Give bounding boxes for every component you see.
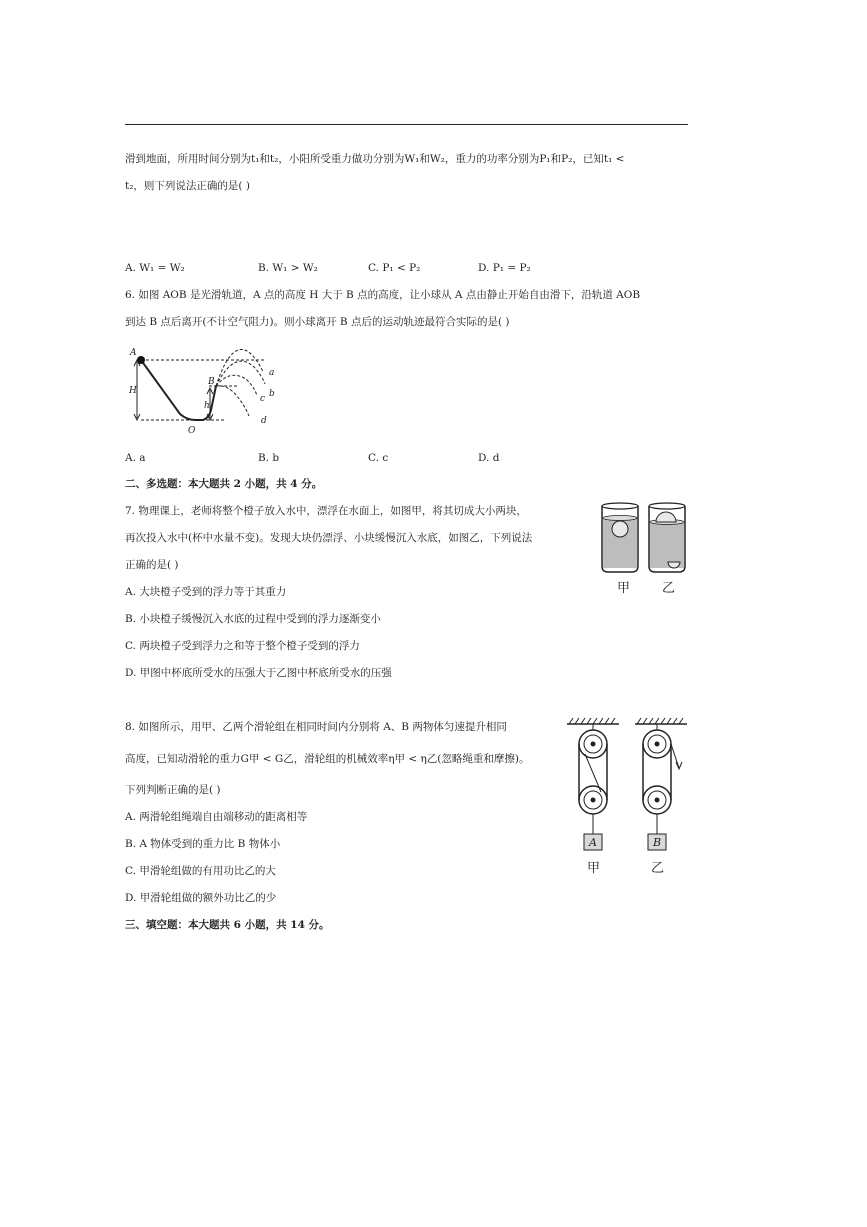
q8-caption-yi: 乙 [651,861,665,876]
q8-option-a: A. 两滑轮组绳端自由端移动的距离相等 [125,811,308,823]
q8-option-c: C. 甲滑轮组做的有用功比乙的大 [125,865,276,877]
q6-option-a: A. a [125,452,146,464]
q7-option-d: D. 甲图中杯底所受水的压强大于乙图中杯底所受水的压强 [125,667,392,679]
label-H: H [129,386,137,396]
q6-line1: 6. 如图 AOB 是光滑轨道，A 点的高度 H 大于 B 点的高度，让小球从 A 点由静止开始自由滑下，沿轨道 AOB [125,289,641,301]
label-B: B [208,377,215,387]
section3-heading: 三、填空题：本大题共 6 小题，共 14 分。 [125,919,330,931]
orange-beakers-figure [598,500,690,576]
label-c: c [260,394,266,404]
label-A: A [130,348,137,358]
q6-option-d: D. d [478,452,500,464]
q8-option-d: D. 甲滑轮组做的额外功比乙的少 [125,892,277,904]
q7-option-a: A. 大块橙子受到的浮力等于其重力 [125,586,287,598]
label-b: b [269,389,275,399]
label-a: a [269,368,275,378]
label-h: h [204,401,210,411]
label-d: d [261,416,267,426]
q8-option-b: B. A 物体受到的重力比 B 物体小 [125,838,281,850]
label-O: O [188,426,196,436]
box-B-label: B [652,836,662,849]
q8-line2: 高度，已知动滑轮的重力G甲 < G乙，滑轮组的机械效率η甲 < η乙(忽略绳重和摩擦)。 [125,753,530,765]
q7-caption-jia: 甲 [617,581,631,596]
q5-option-d: D. P₁ = P₂ [478,262,531,274]
q8-caption-jia: 甲 [587,861,601,876]
q5-option-a: A. W₁ = W₂ [125,262,185,274]
q7-caption-yi: 乙 [662,581,676,596]
q7-line2: 再次投入水中(杯中水量不变)。发现大块仍漂浮、小块缓慢沉入水底，如图乙，下列说法 [125,532,533,544]
header-rule [125,124,688,125]
q6-option-b: B. b [258,452,280,464]
q7-line3: 正确的是( ) [125,559,179,571]
whole-orange-icon [612,521,628,537]
q7-line1: 7. 物理课上，老师将整个橙子放入水中，漂浮在水面上，如图甲，将其切成大小两块， [125,505,527,517]
q7-option-c: C. 两块橙子受到浮力之和等于整个橙子受到的浮力 [125,640,360,652]
pulley-systems-figure [563,712,693,857]
q7-option-b: B. 小块橙子缓慢沉入水底的过程中受到的浮力逐渐变小 [125,613,381,625]
q5-option-b: B. W₁ > W₂ [258,262,318,274]
ball-icon [137,356,145,364]
q6-line2: 到达 B 点后离开(不计空气阻力)。则小球离开 B 点后的运动轨迹最符合实际的是( ) [125,316,510,328]
large-orange-piece-icon [656,512,676,522]
q8-line3: 下列判断正确的是( ) [125,784,221,796]
track-trajectory-figure [125,338,285,438]
q8-line1: 8. 如图所示，用甲、乙两个滑轮组在相同时间内分别将 A、B 两物体匀速提升相同 [125,721,507,733]
q5-line2: t₂，则下列说法正确的是( ) [125,180,250,192]
section2-heading: 二、多选题：本大题共 2 小题，共 4 分。 [125,478,323,490]
box-A-label: A [589,836,597,849]
q5-option-c: C. P₁ < P₂ [368,262,421,274]
q6-option-c: C. c [368,452,389,464]
q5-line1: 滑到地面，所用时间分别为t₁和t₂，小阳所受重力做功分别为W₁和W₂，重力的功率分别为P₁和P₂，已知t₁ < [125,153,625,165]
